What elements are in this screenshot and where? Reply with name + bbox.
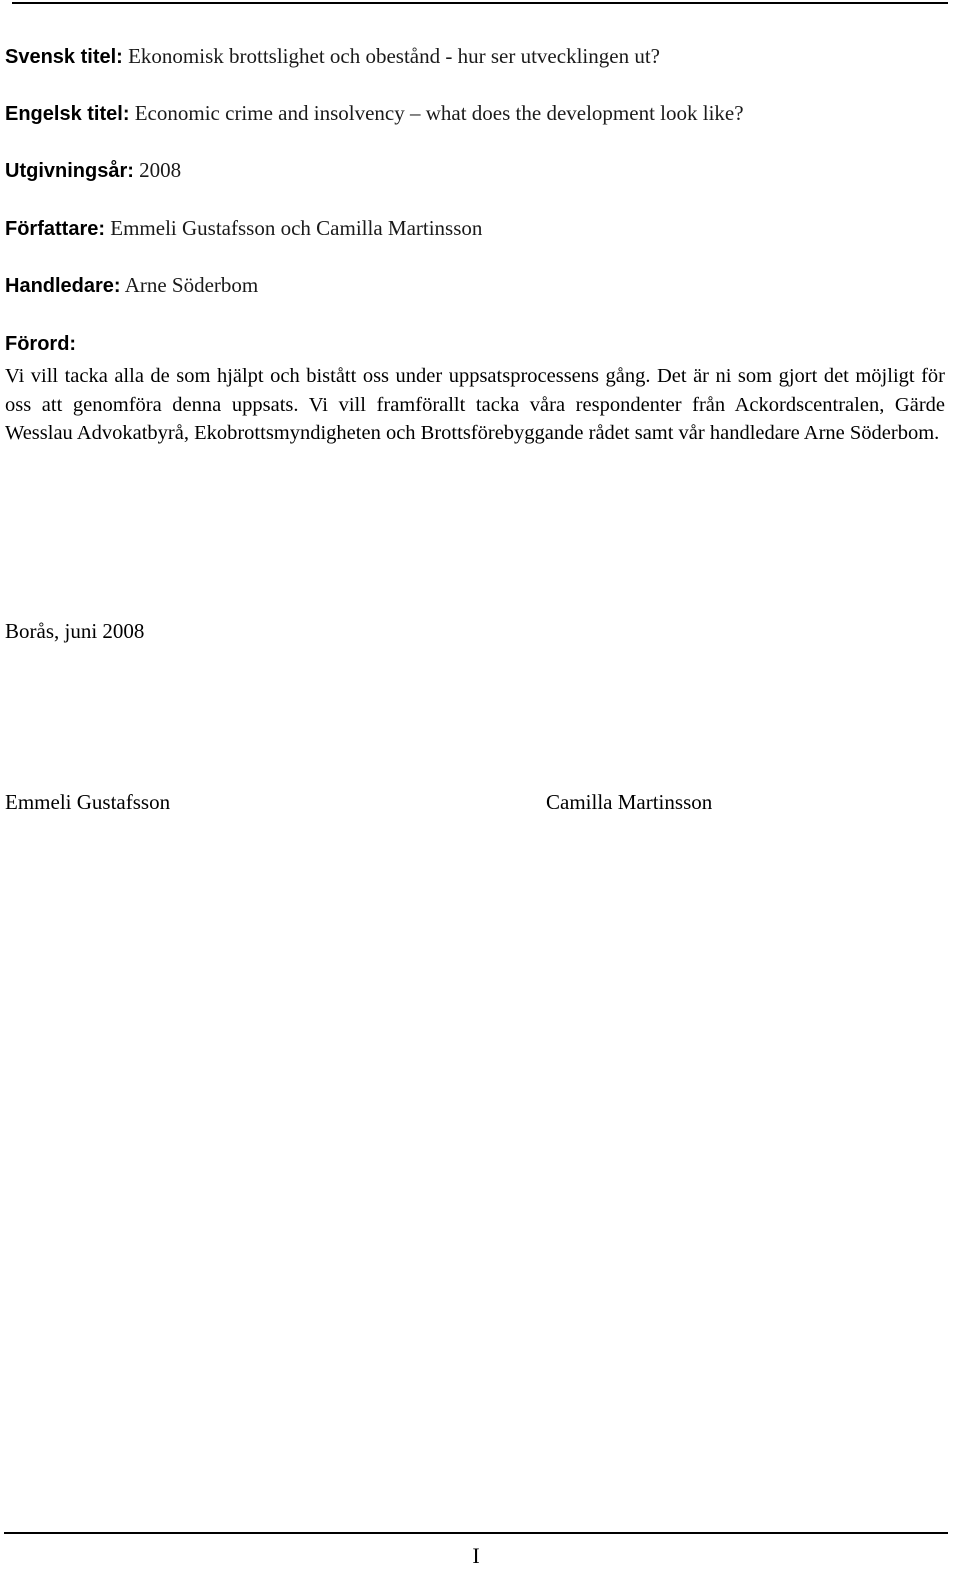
meta-foreword-heading [5,331,76,356]
meta-authors [5,216,482,241]
meta-publication-year [5,158,181,183]
meta-english-title [5,101,744,126]
page-number: I [472,1543,480,1568]
meta-label: Förord: [5,333,77,355]
meta-value: 2008 [139,158,182,182]
meta-value: Ekonomisk brottslighet och obestånd - hur ser utvecklingen ut? [128,44,660,68]
meta-label: Handledare: [5,275,121,297]
place-date: Borås, juni 2008 [5,619,145,643]
meta-swedish-title [5,44,660,69]
meta-supervisor [5,273,258,298]
meta-value: Arne Söderbom [124,273,259,297]
meta-label: Engelsk titel: [5,103,130,125]
meta-value: Emmeli Gustafsson och Camilla Martinsson [110,216,483,240]
foreword-paragraph: Vi vill tacka alla de som hjälpt och bistått oss under uppsatsprocessens gång. Det är ni som gjort det möjligt för oss att genomföra denna uppsats. Vi vill framförallt tacka våra respondenter från Ackordscentralen, Gärde Wesslau Advokatbyrå, Ekobrottsmyndigheten och Brottsförebyggande rådet samt vår handledare Arne Söderbom. [5,365,945,444]
top-rule [12,2,948,4]
bottom-rule [4,1532,948,1534]
meta-label: Författare: [5,218,106,240]
meta-label: Utgivningsår: [5,160,134,182]
meta-value: Economic crime and insolvency – what does the development look like? [134,101,744,125]
signature-author-1: Emmeli Gustafsson [5,790,171,814]
signature-author-2: Camilla Martinsson [546,790,713,814]
meta-label: Svensk titel: [5,46,123,68]
